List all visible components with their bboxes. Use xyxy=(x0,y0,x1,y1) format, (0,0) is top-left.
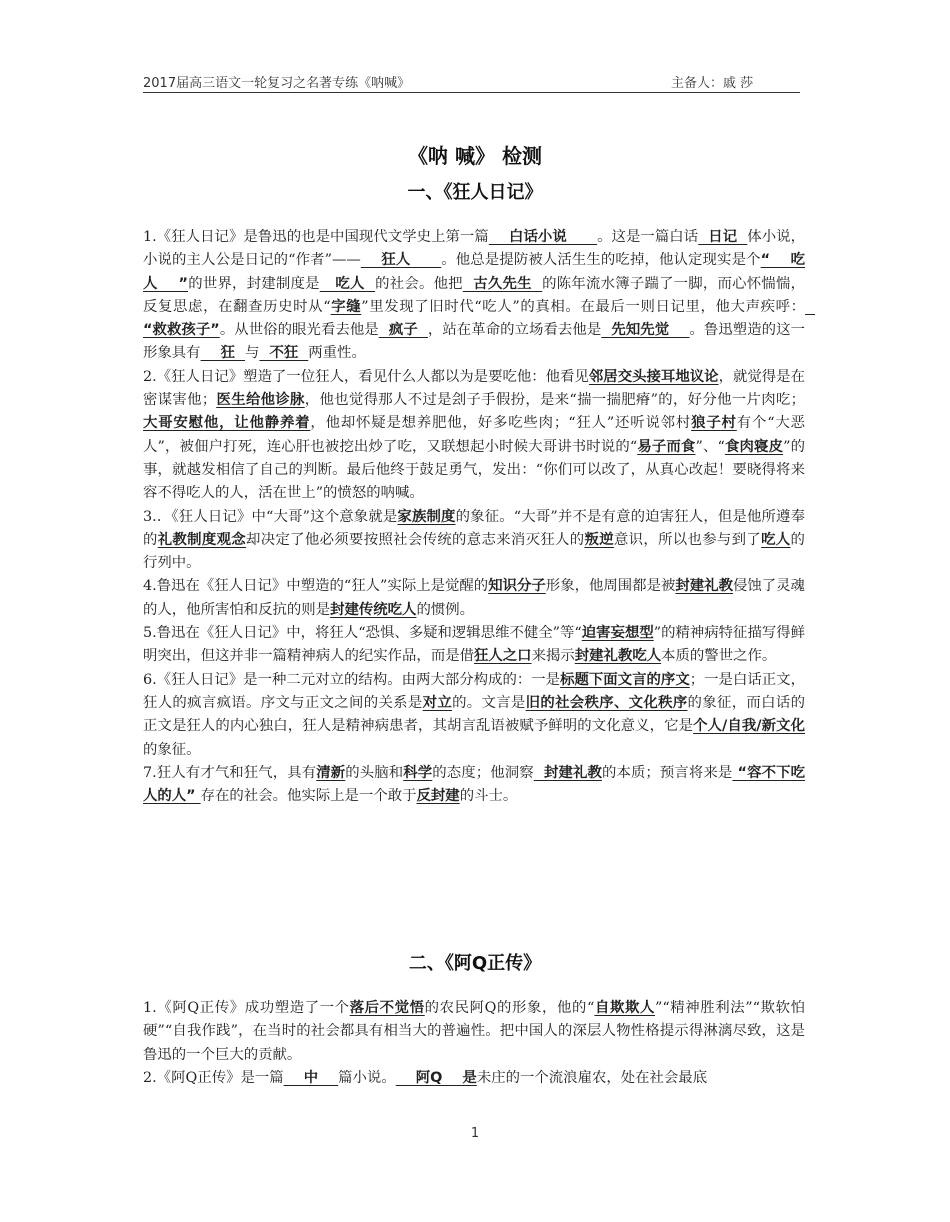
filled-answer: 自欺欺人 xyxy=(594,1000,655,1016)
filled-answer: 不狂 xyxy=(259,345,309,362)
filled-answer: 落后不觉悟 xyxy=(349,1000,425,1016)
filled-answer: 清新 xyxy=(316,764,346,781)
question-text: ”里发现了旧时代“吃人”的真相。在最后一则日记里，他大声疾呼： xyxy=(361,298,806,315)
question-text: 的农民阿Q的形象，他的“ xyxy=(424,1000,595,1016)
filled-answer: 标题下面文言的序文 xyxy=(560,671,690,688)
filled-answer: 邻居交头接耳地议论 xyxy=(588,368,719,385)
question-text: 本质的警世之作。 xyxy=(661,648,777,665)
filled-answer: 狂人之口 xyxy=(474,648,532,665)
filled-answer: 反封建 xyxy=(416,788,460,805)
filled-answer: 叛逆 xyxy=(584,531,614,548)
question-text: ”的精神病特征描写得鲜明突出，但这并非一篇精神病人的纪实作品，而是借 xyxy=(143,625,806,665)
question-text: 7.狂人有才气和狂气，具有 xyxy=(143,764,317,781)
question-text: 却决定了他必须要按照社会传统的意志来消灭狂人的 xyxy=(246,531,585,548)
question-text: ，他却怀疑是想养肥他，好多吃些肉；“狂人”还听说邻村 xyxy=(310,415,692,432)
filled-answer: 疯子 xyxy=(378,322,428,339)
filled-answer: 家族制度 xyxy=(397,508,456,525)
question-text: ；一是白话正文，狂人的疯言疯语。序文与正文之间的关系是 xyxy=(143,671,805,711)
filled-answer: 大哥安慰他，让他静养着 xyxy=(143,415,311,432)
filled-answer: 礼教制度观念 xyxy=(157,531,247,548)
question-text: 的象征。“大哥”并不是有意的迫害狂人，但是他所遵奉的 xyxy=(143,508,805,548)
filled-answer: 日记 xyxy=(698,229,748,245)
section-body-aq-zhengzhuan xyxy=(143,997,805,1090)
filled-answer: 吃人 xyxy=(761,531,791,548)
question-paragraph xyxy=(143,622,805,669)
document-title: 《呐 喊》 检测 xyxy=(408,144,542,168)
question-paragraph xyxy=(143,1067,805,1090)
question-paragraph xyxy=(143,997,805,1067)
question-text: 5.鲁迅在《狂人日记》中，将狂人“恐惧、多疑和逻辑思维不健全”等“ xyxy=(143,625,582,642)
filled-answer: 狂 xyxy=(200,345,246,362)
question-text: ”的事，就越发相信了自己的判断。最后他终于鼓足勇气，发出：“你们可以改了，从真心改起！要晓得将来容不得吃人的人，活在世上”的愤怒的呐喊。 xyxy=(143,438,805,502)
question-text: 6.《狂人日记》是一种二元对立的结构。由两大部分构成的：一是 xyxy=(143,671,561,688)
question-text: ，就觉得是在密谋害他； xyxy=(143,368,805,409)
filled-answer: “救救孩子” xyxy=(143,298,816,339)
filled-answer: 对立 xyxy=(422,694,453,711)
filled-answer: 封建传统吃人 xyxy=(330,601,417,618)
question-text: 存在的社会。他实际上是一个敢于 xyxy=(200,788,417,805)
filled-answer: 封建礼教 xyxy=(533,764,602,781)
question-text: 的象征，而白话的正文是狂人的内心独白，狂人是精神病患者，其胡言乱语被赋予鲜明的文化意义，它是 xyxy=(143,694,805,735)
filled-answer: 白话小说 xyxy=(488,229,598,245)
question-text: 的斗士。 xyxy=(459,788,518,805)
header-author: 主备人：戚 莎 xyxy=(671,76,754,91)
question-text: 未庄的一个流浪雇农，处在社会最底 xyxy=(476,1069,708,1086)
filled-answer: 迫害妄想型 xyxy=(581,625,654,642)
section-body-kuangren-riji xyxy=(143,226,816,808)
question-paragraph xyxy=(143,669,805,762)
question-text: 3.．《狂人日记》中“大哥”这个意象就是 xyxy=(143,508,398,525)
filled-answer: 字缝 xyxy=(330,298,362,315)
filled-answer: 科学 xyxy=(403,764,433,781)
question-text: 1.《阿Q正传》成功塑造了一个 xyxy=(143,1000,350,1016)
question-text: 的象征。 xyxy=(143,741,201,758)
filled-answer: 个人/自我/新文化 xyxy=(693,718,805,735)
question-paragraph xyxy=(143,366,805,506)
filled-answer: 易子而食 xyxy=(637,438,696,455)
question-text: ，站在革命的立场看去他是 xyxy=(427,322,602,339)
header-course-title: 2017届高三语文一轮复习之名著专练《呐喊》 xyxy=(143,76,411,91)
question-text: 形象，他周围都是被 xyxy=(545,578,676,595)
question-text: 4.鲁迅在《狂人日记》中塑造的“狂人”实际上是觉醒的 xyxy=(143,578,489,595)
question-text: 。他总是提防被人活生生的吃掉，他认定现实是个 xyxy=(441,252,761,269)
question-paragraph xyxy=(143,226,816,366)
question-text: 的社会。他把 xyxy=(375,275,463,292)
question-text: 2.《狂人日记》塑造了一位狂人，看见什么人都以为是要吃他：他看见 xyxy=(143,368,589,385)
filled-answer: 封建礼教吃人 xyxy=(574,648,662,665)
question-paragraph xyxy=(143,575,805,622)
page-header xyxy=(143,70,800,93)
question-text: 有个“大恶人”，被佃户打死，连心肝也被挖出炒了吃，又联想起小时候大哥讲书时说的“ xyxy=(143,415,806,455)
filled-answer: 狂人 xyxy=(360,252,442,269)
filled-answer: 封建礼教 xyxy=(675,578,733,595)
filled-answer: 食肉寝皮 xyxy=(724,438,784,455)
question-text: 的世界，封建制度是 xyxy=(188,275,320,292)
filled-answer: 先知先觉 xyxy=(601,322,690,339)
question-text: 的。文言是 xyxy=(452,694,526,711)
section-title-kuangren-riji: 一、《狂人日记》 xyxy=(407,182,543,203)
filled-answer: “ 吃人 ” xyxy=(143,252,806,292)
question-text: ，他也觉得那人不过是刽子手假扮，是来“揣一揣肥瘠”的，好分他一片肉吃； xyxy=(304,392,805,409)
question-text: 意识，所以也参与到了 xyxy=(613,531,762,548)
question-text: 1.《狂人日记》是鲁迅的也是中国现代文学史上第一篇 xyxy=(143,229,489,245)
question-text: 来揭示 xyxy=(531,648,575,665)
question-text: 侵蚀了灵魂的人，他所害怕和反抗的则是 xyxy=(143,578,805,618)
question-text: ”“精神胜利法”“欺软怕硬”“自我作践”，在当时的社会都具有相当大的普遍性。把中国人的深层人物性格提示得淋漓尽致，这是鲁迅的一个巨大的贡献。 xyxy=(143,1000,805,1063)
question-text: 。鲁迅塑造的这一形象具有 xyxy=(143,322,805,362)
question-text: 的头脑和 xyxy=(345,764,404,781)
filled-answer: 古久先生 xyxy=(462,275,543,292)
question-text: 。这是一篇白话 xyxy=(597,229,699,245)
filled-answer: 阿Q 是 xyxy=(395,1069,477,1086)
question-text: 的本质；预言将来是 xyxy=(601,764,733,781)
question-text: 的态度；他洞察 xyxy=(432,764,534,781)
question-paragraph xyxy=(143,506,805,576)
question-text: 的行列中。 xyxy=(143,531,805,572)
question-text: ”、“ xyxy=(695,438,725,455)
page-number: 1 xyxy=(470,1126,480,1141)
filled-answer: 知识分子 xyxy=(488,578,546,595)
filled-answer: 中 xyxy=(283,1069,339,1086)
filled-answer: “容不下吃人的人” xyxy=(143,764,805,805)
question-text: 两重性。 xyxy=(308,345,366,362)
question-text: 2.《阿Q正传》是一篇 xyxy=(143,1069,284,1086)
question-text: 的惯例。 xyxy=(416,601,475,618)
question-text: 与 xyxy=(245,345,260,362)
question-paragraph xyxy=(143,762,805,809)
section-title-aq-zhengzhuan: 二、《阿Q正传》 xyxy=(408,953,542,974)
filled-answer: 吃人 xyxy=(319,275,376,292)
filled-answer: 医生给他诊脉 xyxy=(216,392,305,409)
question-text: 。从世俗的眼光看去他是 xyxy=(219,322,379,339)
question-text: 的陈年流水簿子踹了一脚，而心怀惴惴，反复思虑，在翻查历史时从“ xyxy=(143,275,805,315)
filled-answer: 旧的社会秩序、文化秩序 xyxy=(525,694,688,711)
question-text: 篇小说。 xyxy=(338,1069,396,1086)
filled-answer: 狼子村 xyxy=(691,415,737,432)
question-text: 体小说，小说的主人公是日记的“作者”—— xyxy=(143,229,805,269)
